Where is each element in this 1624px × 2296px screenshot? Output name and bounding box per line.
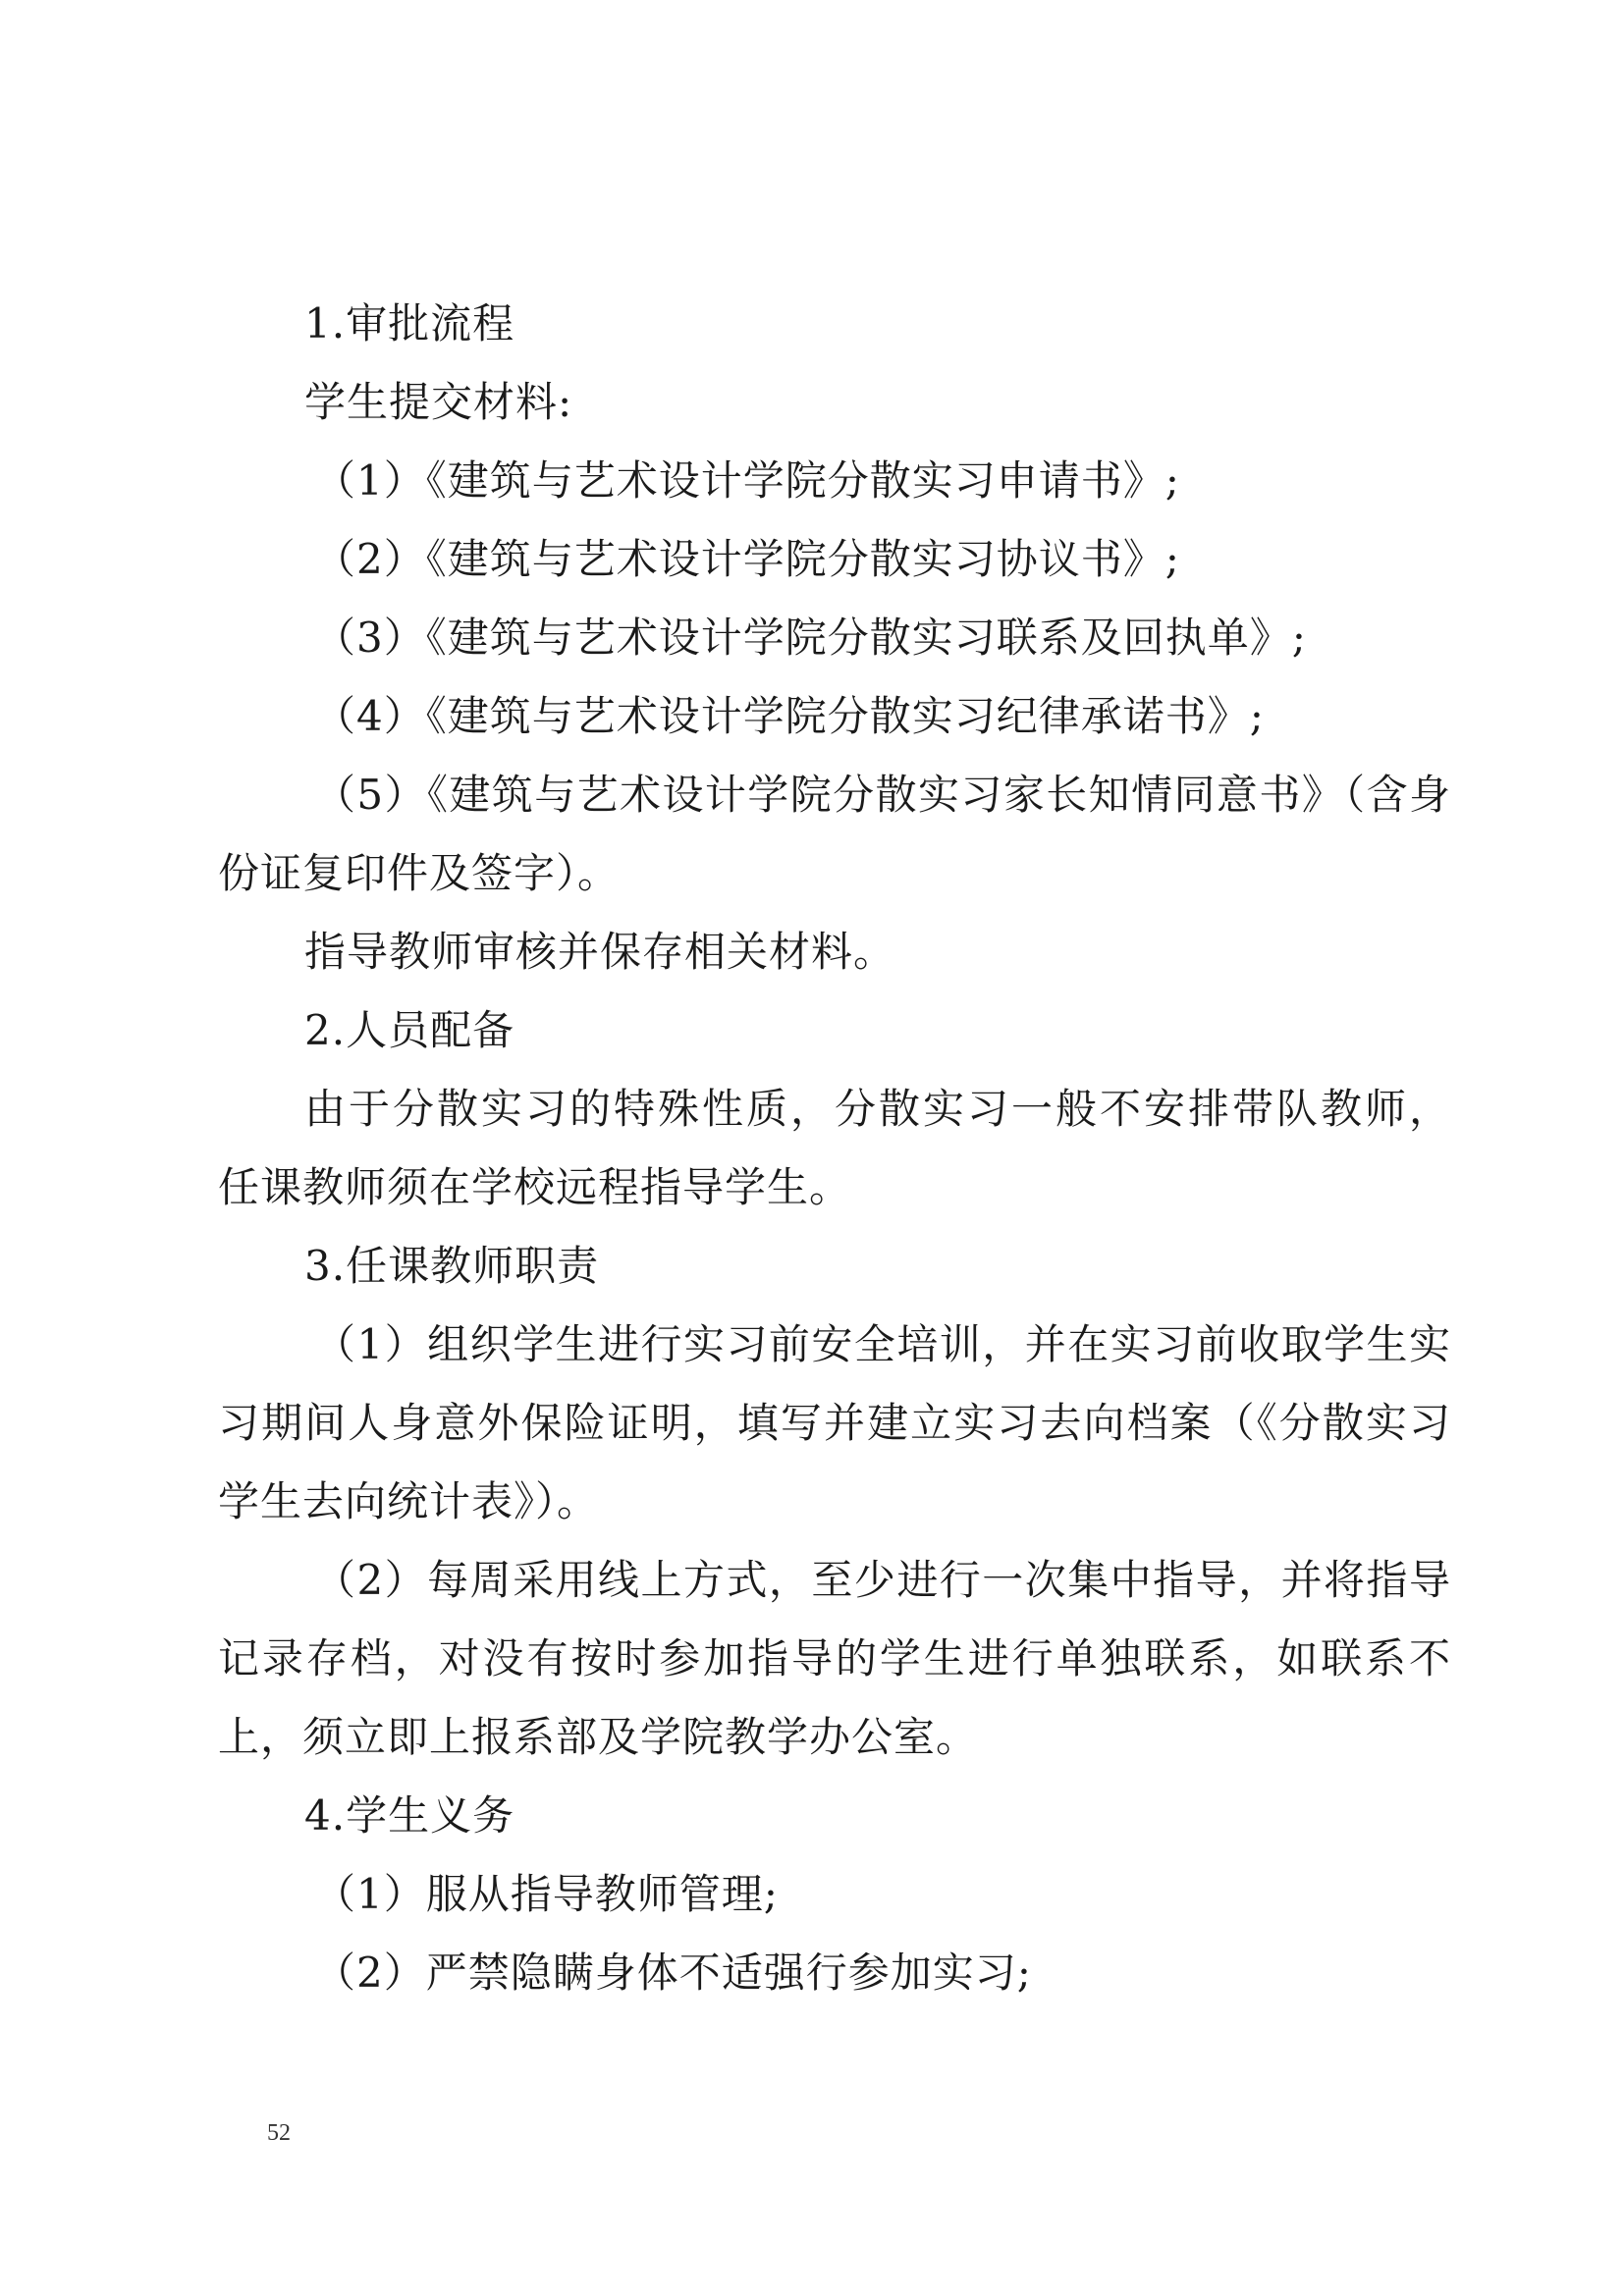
list-item-parent-consent-continued: 份证复印件及签字）。	[218, 849, 621, 897]
page-number: 52	[267, 2120, 291, 2146]
list-item-discipline-pledge: （4）《建筑与艺术设计学院分散实习纪律承诺书》;	[314, 692, 1265, 740]
duty-1-line1: （1）组织学生进行实习前安全培训，并在实习前收取学生实	[314, 1320, 1451, 1368]
heading-staffing: 2.人员配备	[304, 1006, 515, 1054]
heading-approval-process: 1.审批流程	[304, 299, 515, 347]
obligation-2: （2）严禁隐瞒身体不适强行参加实习;	[314, 1949, 1032, 1997]
obligation-1: （1）服从指导教师管理;	[314, 1870, 779, 1918]
paragraph-staffing-line2: 任课教师须在学校远程指导学生。	[218, 1163, 852, 1211]
duty-1-line2: 习期间人身意外保险证明，填写并建立实习去向档案（《分散实习	[218, 1399, 1451, 1447]
duty-1-line3: 学生去向统计表》）。	[218, 1477, 600, 1525]
list-item-agreement: （2）《建筑与艺术设计学院分散实习协议书》;	[314, 535, 1180, 583]
paragraph-staffing-line1: 由于分散实习的特殊性质，分散实习一般不安排带队教师，	[304, 1085, 1451, 1133]
duty-2-line2: 记录存档，对没有按时参加指导的学生进行单独联系，如联系不	[218, 1634, 1451, 1682]
duty-2-line1: （2）每周采用线上方式，至少进行一次集中指导，并将指导	[314, 1556, 1451, 1604]
list-item-parent-consent: （5）《建筑与艺术设计学院分散实习家长知情同意书》（含身	[314, 771, 1451, 819]
list-item-contact-receipt: （3）《建筑与艺术设计学院分散实习联系及回执单》;	[314, 614, 1307, 662]
paragraph-teacher-review: 指导教师审核并保存相关材料。	[304, 928, 896, 976]
heading-teacher-duties: 3.任课教师职责	[304, 1242, 600, 1290]
heading-student-obligations: 4.学生义务	[304, 1791, 515, 1840]
list-item-application: （1）《建筑与艺术设计学院分散实习申请书》;	[314, 456, 1180, 505]
paragraph-submit-materials: 学生提交材料:	[304, 378, 573, 426]
duty-2-line3: 上，须立即上报系部及学院教学办公室。	[218, 1713, 979, 1761]
